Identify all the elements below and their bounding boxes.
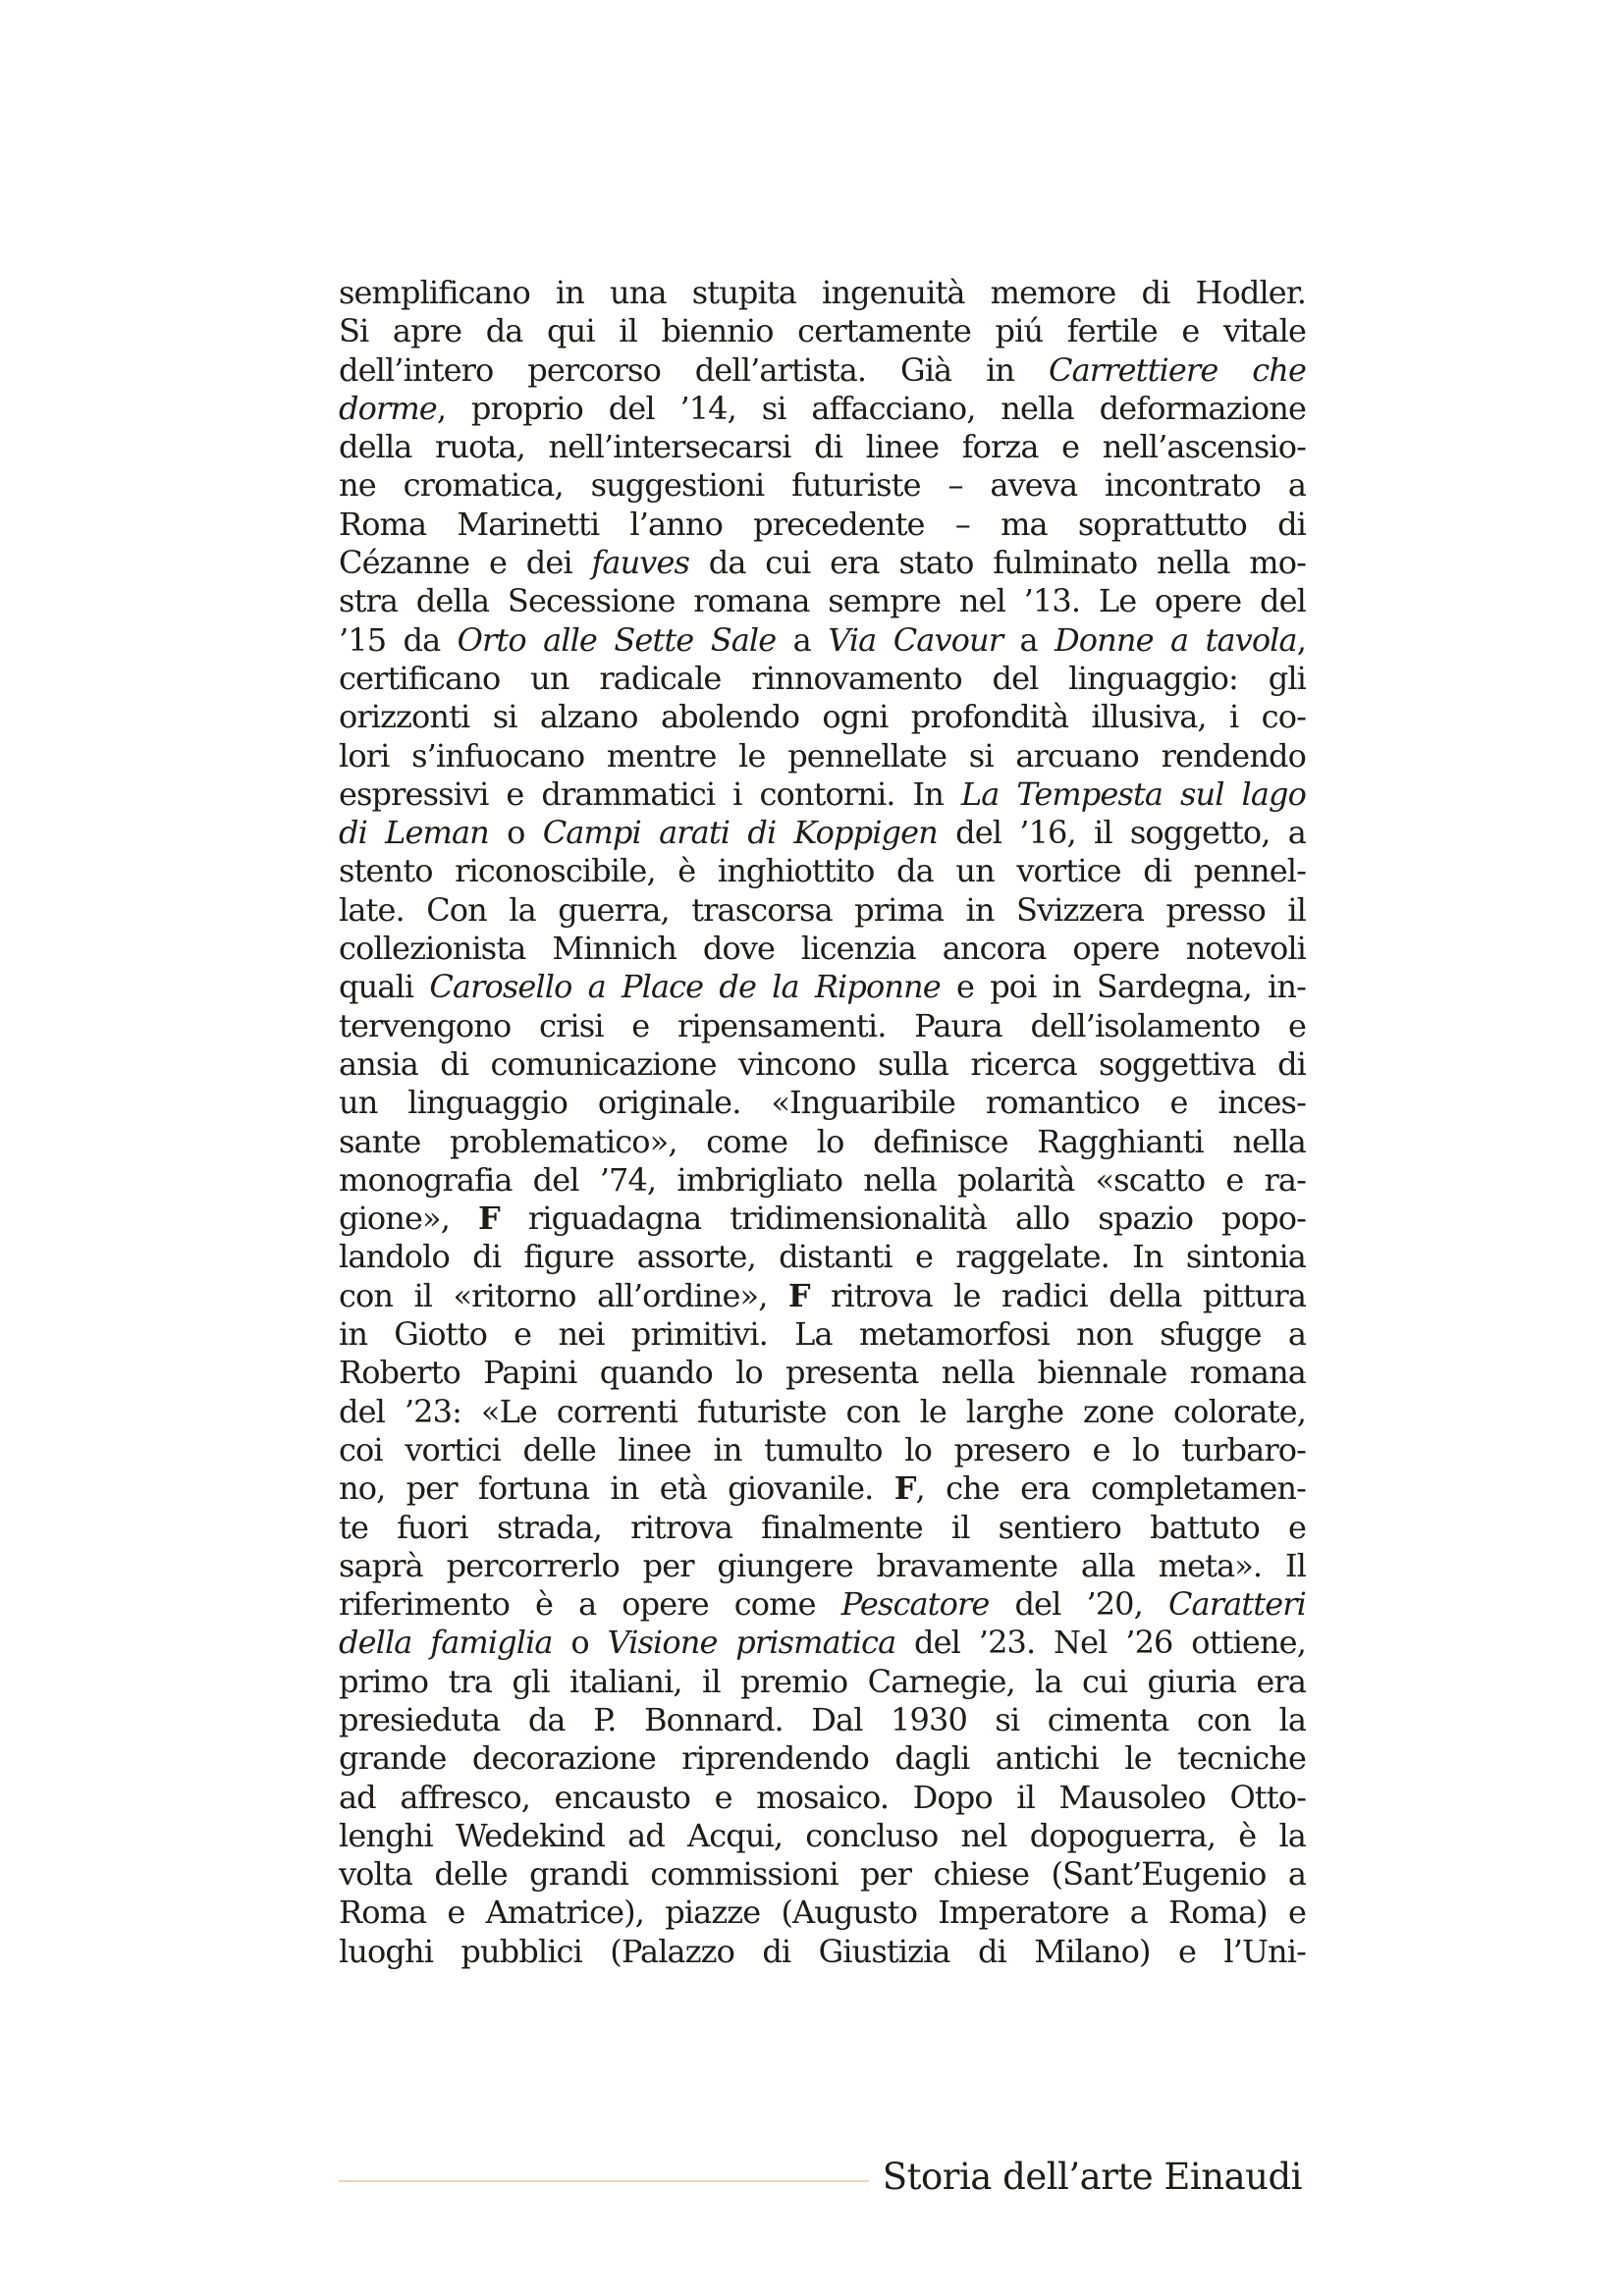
text-run: te fuori strada, ritrova finalmente il sentiero battuto e <box>339 1508 1306 1546</box>
text-run: presieduta da P. Bonnard. Dal 1930 si cimenta con la <box>339 1700 1306 1738</box>
text-run: Cézanne e dei <box>339 544 592 582</box>
text-line <box>339 1547 1306 1585</box>
text-line <box>339 1007 1306 1045</box>
text-run: del ’23: «Le correnti futuriste con le larghe zone colorate, <box>339 1392 1306 1430</box>
italic-title: Carosello a Place de la Riponne <box>429 968 941 1006</box>
text-run: primo tra gli italiani, il premio Carnegie, la cui giuria era <box>339 1662 1306 1700</box>
text-line <box>339 1238 1306 1276</box>
italic-title: Pescatore <box>840 1585 990 1624</box>
body-text <box>339 274 1306 1971</box>
text-run: ad affresco, encausto e mosaico. Dopo il Mausoleo Otto- <box>339 1778 1306 1816</box>
text-run: riguadagna tridimensionalità allo spazio popo- <box>499 1200 1306 1238</box>
text-run: dell’intero percorso dell’artista. Già in <box>339 350 1050 389</box>
text-run: a <box>1002 620 1055 659</box>
italic-title: Donne a tavola <box>1055 620 1297 659</box>
text-run: landolo di figure assorte, distanti e raggelate. In sintonia <box>339 1238 1306 1276</box>
text-line <box>339 891 1306 930</box>
text-line <box>339 737 1306 775</box>
text-line <box>339 1585 1306 1624</box>
text-run: stra della Secessione romana sempre nel ’13. Le opere del <box>339 582 1306 620</box>
text-line <box>339 1469 1306 1508</box>
text-line <box>339 1084 1306 1122</box>
text-run: un linguaggio originale. «Inguaribile romantico e inces- <box>339 1084 1306 1122</box>
text-run: luoghi pubblici (Palazzo di Giustizia di Milano) e l’Uni- <box>339 1932 1306 1970</box>
text-line <box>339 351 1306 390</box>
text-line <box>339 1393 1306 1431</box>
text-run: no, per fortuna in età giovanile. <box>339 1469 894 1508</box>
text-line <box>339 1045 1306 1084</box>
text-line <box>339 428 1306 466</box>
text-run: tervengono crisi e ripensamenti. Paura dell’isolamento e <box>339 1006 1306 1044</box>
bold-initial: F <box>893 1469 916 1508</box>
text-run: , <box>1296 620 1306 659</box>
italic-title: fauves <box>591 544 690 582</box>
text-run: grande decorazione riprendendo dagli antichi le tecniche <box>339 1739 1306 1778</box>
text-run: coi vortici delle linee in tumulto lo presero e lo turbaro- <box>339 1430 1306 1468</box>
text-run: volta delle grandi commissioni per chiese (Sant’Eugenio a <box>339 1855 1306 1894</box>
text-run: ’15 da <box>339 620 458 659</box>
text-run: semplificano in una stupita ingenuità memore di Hodler. <box>339 274 1306 311</box>
italic-title: Via Cavour <box>828 620 1003 659</box>
italic-title: Visione prismatica <box>607 1624 896 1662</box>
text-run: Roma Marinetti l’anno precedente – ma soprattutto di <box>339 505 1306 543</box>
text-run: del ’16, il soggetto, a <box>937 814 1306 852</box>
text-line <box>339 1431 1306 1469</box>
text-line <box>339 852 1306 890</box>
text-run: orizzonti si alzano abolendo ogni profondità illusiva, i co- <box>339 698 1306 736</box>
text-run: Si apre da qui il biennio certamente piú fertile e vitale <box>339 312 1306 350</box>
text-line <box>339 968 1306 1006</box>
text-line <box>339 312 1306 350</box>
text-run: riferimento è a opere come <box>339 1585 841 1624</box>
footer-rule <box>339 2180 869 2182</box>
italic-title: Carrettiere che <box>1049 350 1306 389</box>
italic-title: Campi arati di Koppigen <box>542 814 938 852</box>
text-line <box>339 775 1306 814</box>
text-line <box>339 660 1306 698</box>
text-run: late. Con la guerra, trascorsa prima in Svizzera presso il <box>339 890 1306 929</box>
text-line <box>339 1123 1306 1161</box>
text-run: , proprio del ’14, si affacciano, nella deformazione <box>436 389 1306 427</box>
text-run: sante problematico», come lo definisce Ragghianti nella <box>339 1122 1306 1160</box>
text-line <box>339 814 1306 852</box>
italic-title: La Tempesta sul lago <box>960 774 1306 813</box>
text-line <box>339 544 1306 582</box>
text-line <box>339 1624 1306 1662</box>
text-line <box>339 1509 1306 1547</box>
text-run: Roberto Papini quando lo presenta nella biennale romana <box>339 1354 1306 1392</box>
text-run: da cui era stato fulminato nella mo- <box>689 544 1306 582</box>
text-line <box>339 274 1306 312</box>
text-line <box>339 466 1306 505</box>
italic-title: Orto alle Sette Sale <box>457 620 777 659</box>
text-line <box>339 506 1306 544</box>
text-line <box>339 1739 1306 1778</box>
text-run: gione», <box>339 1200 478 1238</box>
text-line <box>339 1933 1306 1971</box>
text-run: ansia di comunicazione vincono sulla ricerca soggettiva di <box>339 1044 1306 1083</box>
text-run: in Giotto e nei primitivi. La metamorfosi non sfugge a <box>339 1315 1306 1354</box>
text-line <box>339 1701 1306 1739</box>
text-run: e poi in Sardegna, in- <box>940 968 1306 1006</box>
italic-title: dorme <box>339 389 437 427</box>
text-run: certificano un radicale rinnovamento del linguaggio: gli <box>339 659 1306 697</box>
text-line <box>339 1663 1306 1701</box>
text-line <box>339 1855 1306 1894</box>
text-line <box>339 621 1306 660</box>
text-line <box>339 1161 1306 1200</box>
bold-initial: F <box>478 1200 500 1238</box>
text-line <box>339 1315 1306 1354</box>
footer-title: Storia dell’arte Einaudi <box>882 2156 1302 2198</box>
text-line <box>339 1817 1306 1855</box>
text-run: a <box>776 620 829 659</box>
text-line <box>339 1277 1306 1315</box>
text-run: Roma e Amatrice), piazze (Augusto Imperatore a Roma) e <box>339 1894 1306 1932</box>
text-run: monografia del ’74, imbrigliato nella polarità «scatto e ra- <box>339 1160 1306 1199</box>
italic-title: di Leman <box>339 814 489 852</box>
text-line <box>339 930 1306 968</box>
text-line <box>339 698 1306 736</box>
text-run: , che era completamen- <box>915 1469 1306 1508</box>
text-line <box>339 1779 1306 1817</box>
text-run: lori s’infuocano mentre le pennellate si arcuano rendendo <box>339 736 1306 774</box>
text-run: del ’20, <box>989 1585 1168 1624</box>
text-run: ritrova le radici della pittura <box>809 1276 1306 1314</box>
text-run: quali <box>339 968 430 1006</box>
text-line <box>339 1200 1306 1238</box>
text-line <box>339 390 1306 428</box>
text-run: della ruota, nell’intersecarsi di linee forza e nell’ascensio- <box>339 428 1306 466</box>
text-run: saprà percorrerlo per giungere bravamente alla meta». Il <box>339 1546 1306 1584</box>
italic-title: Caratteri <box>1167 1585 1306 1624</box>
text-run: espressivi e drammatici i contorni. In <box>339 774 961 813</box>
text-line <box>339 1894 1306 1932</box>
italic-title: della famiglia <box>339 1624 553 1662</box>
text-run: lenghi Wedekind ad Acqui, concluso nel dopoguerra, è la <box>339 1816 1306 1854</box>
text-line <box>339 582 1306 620</box>
text-run: del ’23. Nel ’26 ottiene, <box>895 1624 1306 1662</box>
text-run: con il «ritorno all’ordine», <box>339 1276 788 1314</box>
text-run: o <box>488 814 543 852</box>
text-run: stento riconoscibile, è inghiottito da un vortice di pennel- <box>339 852 1306 890</box>
bold-initial: F <box>787 1276 810 1314</box>
text-run: collezionista Minnich dove licenzia ancora opere notevoli <box>339 930 1306 968</box>
text-run: ne cromatica, suggestioni futuriste – aveva incontrato a <box>339 466 1306 505</box>
text-run: o <box>552 1624 608 1662</box>
text-line <box>339 1354 1306 1392</box>
